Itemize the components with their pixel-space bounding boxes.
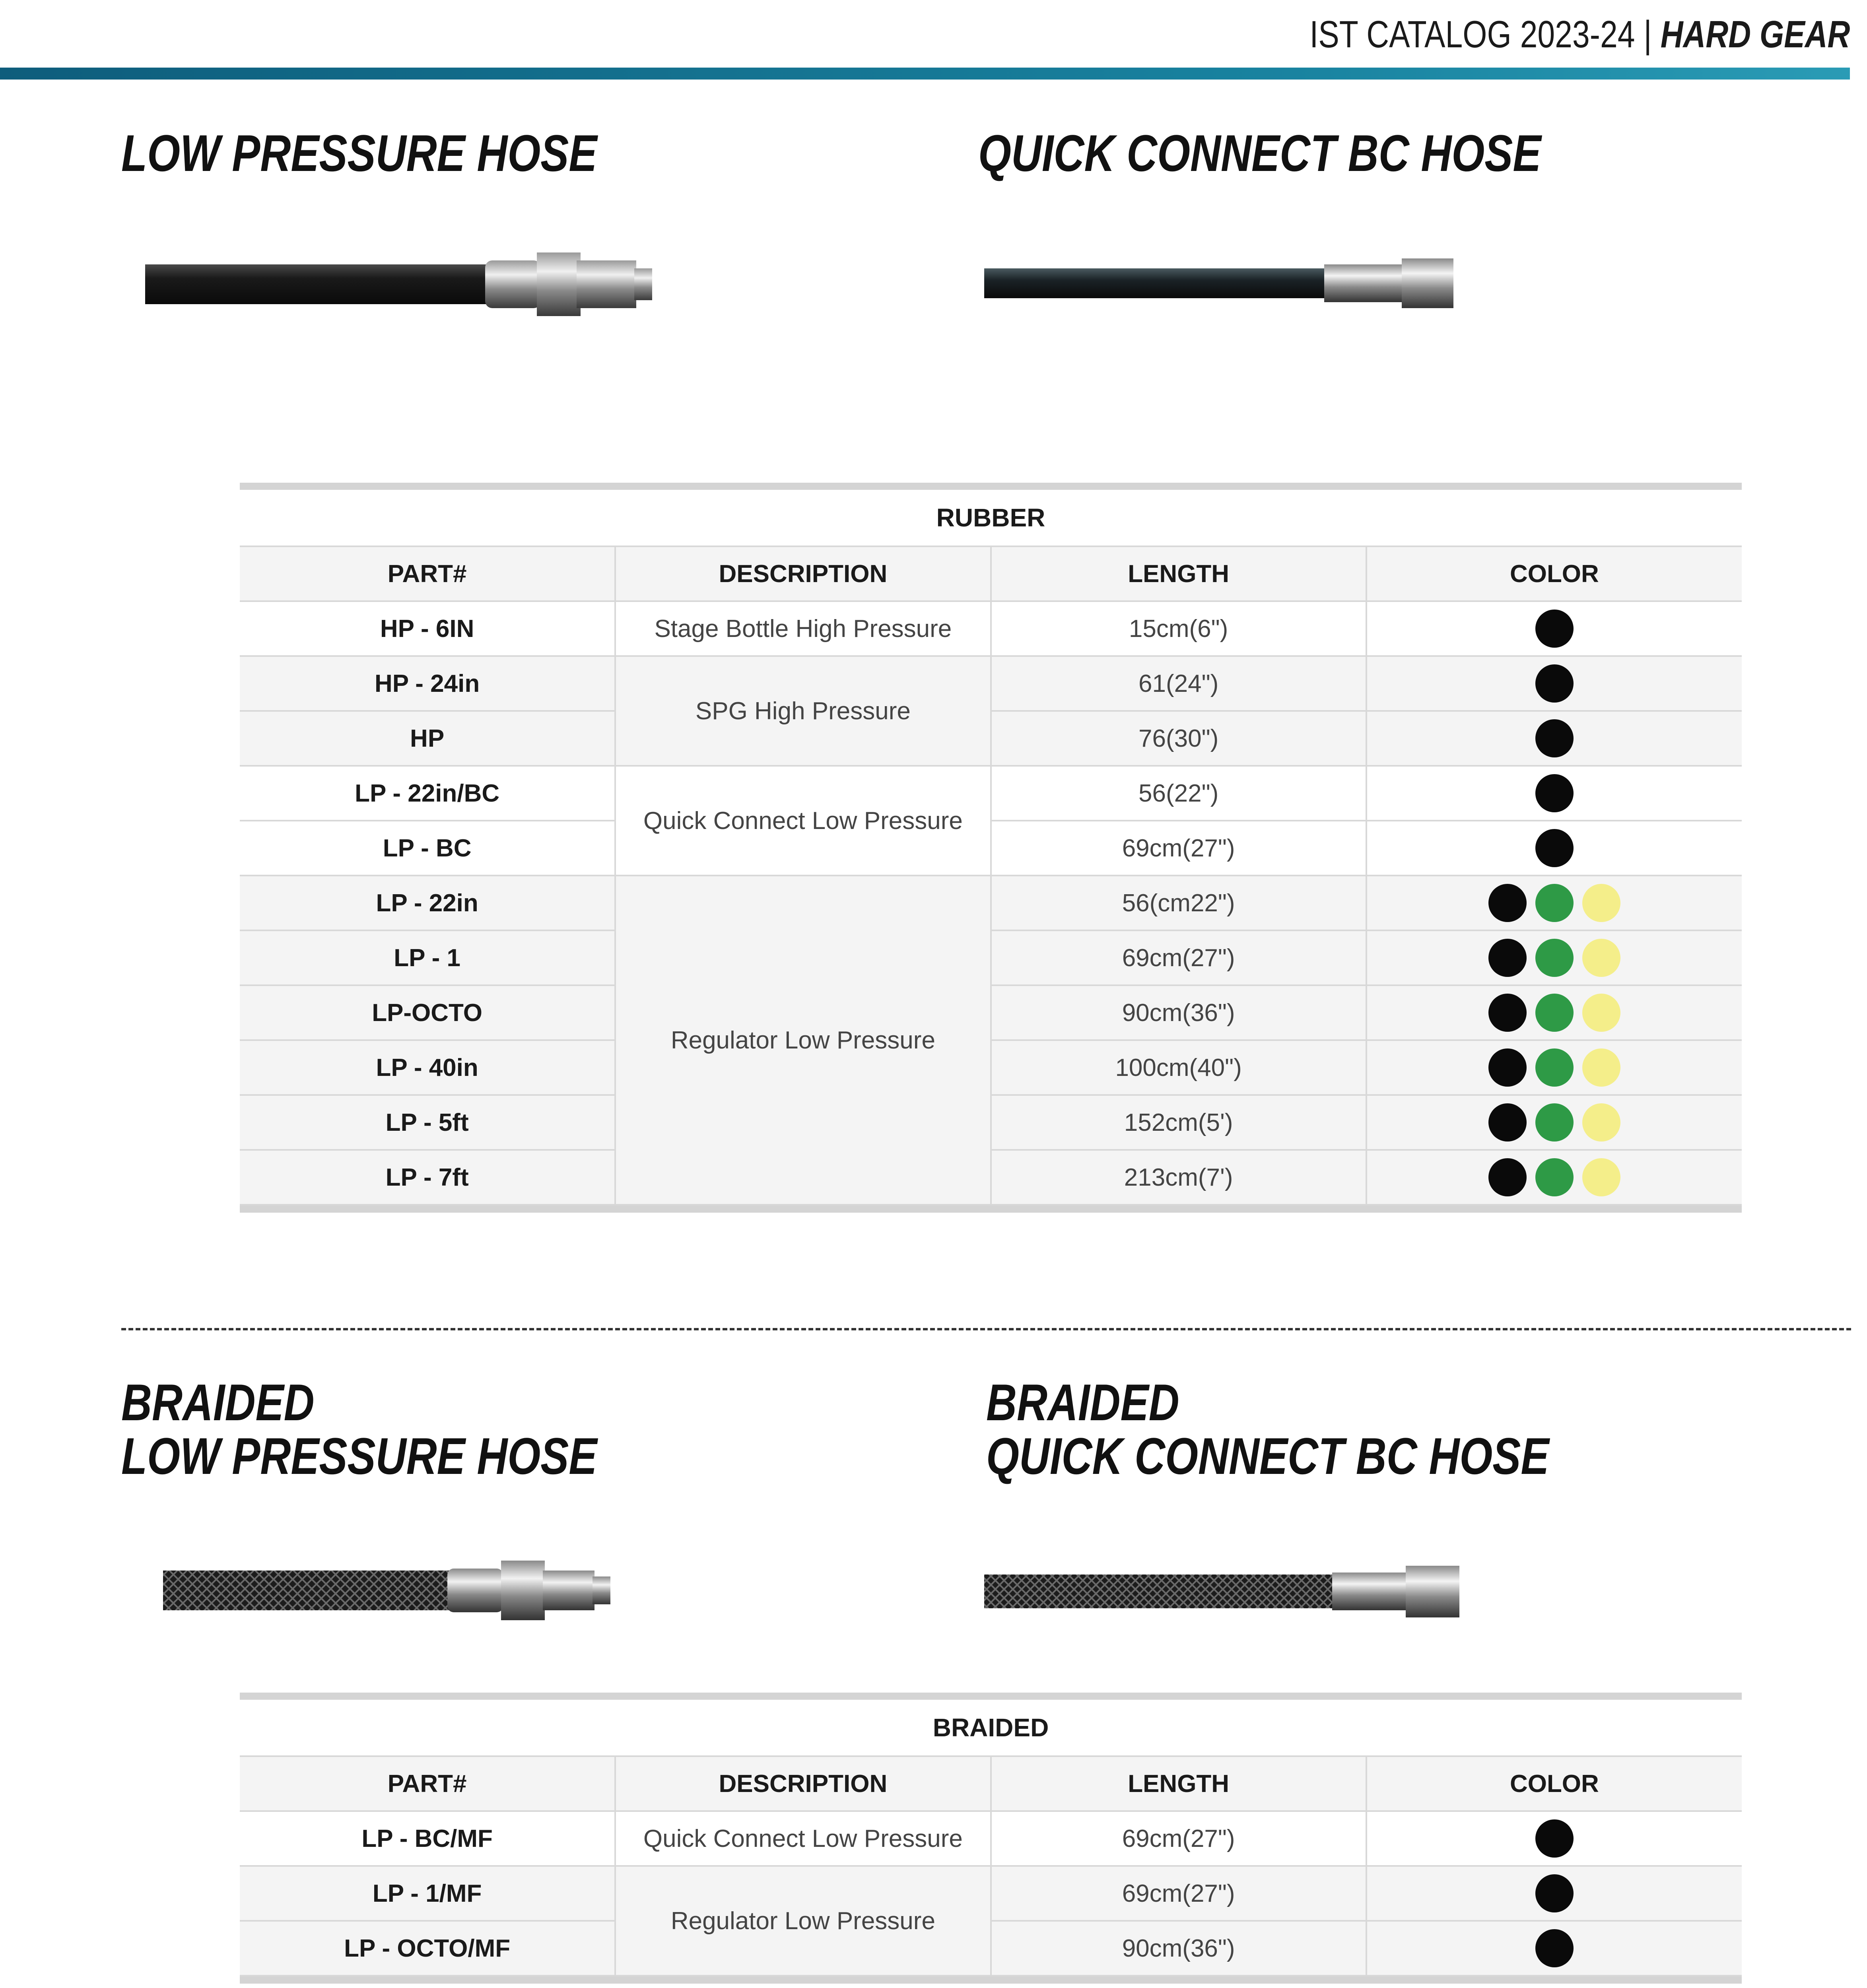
color-swatches xyxy=(1367,774,1742,812)
part-cell: LP - 40in xyxy=(240,1040,615,1095)
color-swatch-black xyxy=(1535,664,1574,703)
color-swatch-yellow xyxy=(1582,1158,1620,1196)
color-swatch-black xyxy=(1535,774,1574,812)
part-cell: LP - 7ft xyxy=(240,1150,615,1205)
description-cell: SPG High Pressure xyxy=(615,656,991,766)
color-swatch-black xyxy=(1535,719,1574,757)
length-cell: 90cm(36") xyxy=(991,1921,1366,1976)
table-row xyxy=(240,985,1742,1040)
color-cell xyxy=(1366,1866,1742,1921)
color-swatch-green xyxy=(1535,939,1574,977)
table-row xyxy=(240,1040,1742,1095)
color-swatches xyxy=(1367,1819,1742,1858)
color-swatches xyxy=(1367,719,1742,757)
part-cell: LP - 22in xyxy=(240,876,615,930)
braided-lp-hose-title xyxy=(121,1373,597,1485)
col-header-description: DESCRIPTION xyxy=(615,546,991,601)
lp-hose-title: LOW PRESSURE HOSE xyxy=(121,124,597,182)
rubber-table xyxy=(240,483,1742,1213)
braided-qc-title-line1: BRAIDED xyxy=(986,1373,1179,1431)
length-cell: 213cm(7') xyxy=(991,1150,1366,1205)
color-swatch-black xyxy=(1535,1874,1574,1912)
color-swatch-green xyxy=(1535,884,1574,922)
color-cell xyxy=(1366,1811,1742,1866)
catalog-header xyxy=(1309,9,1850,60)
col-header-length: LENGTH xyxy=(991,546,1366,601)
part-cell: LP-OCTO xyxy=(240,985,615,1040)
braided-qc-hose-image xyxy=(982,1559,1467,1626)
qc-hose-image xyxy=(982,250,1459,318)
color-swatch-black xyxy=(1488,1158,1527,1196)
color-swatch-green xyxy=(1535,1158,1574,1196)
part-cell: LP - OCTO/MF xyxy=(240,1921,615,1976)
color-swatches xyxy=(1367,829,1742,867)
color-swatch-black xyxy=(1535,829,1574,867)
col-header-color: COLOR xyxy=(1366,1756,1742,1811)
col-header-color: COLOR xyxy=(1366,546,1742,601)
braided-qc-hose-title xyxy=(986,1373,1549,1485)
braided-grid xyxy=(240,1755,1742,1976)
part-cell: HP - 6IN xyxy=(240,601,615,656)
part-cell: LP - 5ft xyxy=(240,1095,615,1150)
length-cell: 69cm(27") xyxy=(991,1866,1366,1921)
qc-hose-title: QUICK CONNECT BC HOSE xyxy=(978,124,1541,182)
table-row xyxy=(240,821,1742,876)
rubber-grid xyxy=(240,546,1742,1206)
braided-qc-title-line2: QUICK CONNECT BC HOSE xyxy=(986,1427,1549,1485)
braided-lp-title-line2: LOW PRESSURE HOSE xyxy=(121,1427,597,1485)
color-cell xyxy=(1366,656,1742,711)
color-swatches xyxy=(1367,1103,1742,1142)
length-cell: 69cm(27") xyxy=(991,821,1366,876)
color-swatches xyxy=(1367,1048,1742,1087)
col-header-part: PART# xyxy=(240,1756,615,1811)
length-cell: 76(30") xyxy=(991,711,1366,766)
color-swatch-green xyxy=(1535,994,1574,1032)
length-cell: 90cm(36") xyxy=(991,985,1366,1040)
part-cell: HP xyxy=(240,711,615,766)
color-cell xyxy=(1366,1921,1742,1976)
table-row xyxy=(240,766,1742,821)
color-cell xyxy=(1366,1095,1742,1150)
description-cell: Quick Connect Low Pressure xyxy=(615,766,991,876)
header-row xyxy=(240,546,1742,601)
color-cell xyxy=(1366,711,1742,766)
table-row xyxy=(240,601,1742,656)
color-swatch-black xyxy=(1488,1048,1527,1087)
table-row xyxy=(240,711,1742,766)
color-swatch-yellow xyxy=(1582,994,1620,1032)
color-swatch-yellow xyxy=(1582,884,1620,922)
braided-table xyxy=(240,1693,1742,1984)
length-cell: 61(24") xyxy=(991,656,1366,711)
lp-hose-image xyxy=(143,239,656,330)
table-bottom-rule xyxy=(240,1206,1742,1213)
color-swatch-yellow xyxy=(1582,1103,1620,1142)
color-swatch-black xyxy=(1535,1929,1574,1967)
color-swatches xyxy=(1367,884,1742,922)
color-cell xyxy=(1366,766,1742,821)
table-row xyxy=(240,1921,1742,1976)
part-cell: LP - 1/MF xyxy=(240,1866,615,1921)
header-separator: | xyxy=(1643,13,1652,56)
length-cell: 69cm(27") xyxy=(991,1811,1366,1866)
table-row xyxy=(240,1095,1742,1150)
col-header-part: PART# xyxy=(240,546,615,601)
section-divider xyxy=(121,1328,1851,1330)
color-swatch-black xyxy=(1535,610,1574,648)
color-swatches xyxy=(1367,664,1742,703)
length-cell: 56(cm22") xyxy=(991,876,1366,930)
col-header-length: LENGTH xyxy=(991,1756,1366,1811)
color-swatches xyxy=(1367,610,1742,648)
table-top-rule xyxy=(240,1693,1742,1700)
part-cell: LP - 1 xyxy=(240,930,615,985)
color-swatch-black xyxy=(1488,1103,1527,1142)
length-cell: 69cm(27") xyxy=(991,930,1366,985)
table-row xyxy=(240,1866,1742,1921)
col-header-description: DESCRIPTION xyxy=(615,1756,991,1811)
part-cell: LP - BC/MF xyxy=(240,1811,615,1866)
description-cell: Quick Connect Low Pressure xyxy=(615,1811,991,1866)
color-swatch-yellow xyxy=(1582,1048,1620,1087)
braided-lp-hose-image xyxy=(159,1551,616,1630)
part-cell: LP - BC xyxy=(240,821,615,876)
part-cell: LP - 22in/BC xyxy=(240,766,615,821)
color-swatches xyxy=(1367,1874,1742,1912)
color-swatches xyxy=(1367,1929,1742,1967)
description-cell: Regulator Low Pressure xyxy=(615,1866,991,1976)
color-cell xyxy=(1366,985,1742,1040)
header-row xyxy=(240,1756,1742,1811)
catalog-title: IST CATALOG 2023-24 xyxy=(1309,13,1635,56)
color-cell xyxy=(1366,821,1742,876)
braided-caption: BRAIDED xyxy=(933,1713,1049,1742)
color-swatch-black xyxy=(1488,994,1527,1032)
color-cell xyxy=(1366,1150,1742,1205)
color-swatches xyxy=(1367,939,1742,977)
length-cell: 100cm(40") xyxy=(991,1040,1366,1095)
color-cell xyxy=(1366,601,1742,656)
color-cell xyxy=(1366,930,1742,985)
table-bottom-rule xyxy=(240,1976,1742,1984)
color-cell xyxy=(1366,1040,1742,1095)
color-swatch-yellow xyxy=(1582,939,1620,977)
table-top-rule xyxy=(240,483,1742,490)
color-swatch-green xyxy=(1535,1048,1574,1087)
table-row xyxy=(240,1811,1742,1866)
length-cell: 15cm(6") xyxy=(991,601,1366,656)
color-swatch-green xyxy=(1535,1103,1574,1142)
color-swatch-black xyxy=(1488,884,1527,922)
table-row xyxy=(240,876,1742,930)
length-cell: 56(22") xyxy=(991,766,1366,821)
table-row xyxy=(240,656,1742,711)
color-swatches xyxy=(1367,994,1742,1032)
length-cell: 152cm(5') xyxy=(991,1095,1366,1150)
table-row xyxy=(240,930,1742,985)
color-swatches xyxy=(1367,1158,1742,1196)
description-cell: Stage Bottle High Pressure xyxy=(615,601,991,656)
header-accent-bar xyxy=(0,68,1850,80)
braided-lp-title-line1: BRAIDED xyxy=(121,1373,315,1431)
rubber-caption: RUBBER xyxy=(936,503,1045,532)
part-cell: HP - 24in xyxy=(240,656,615,711)
color-swatch-black xyxy=(1535,1819,1574,1858)
color-cell xyxy=(1366,876,1742,930)
table-row xyxy=(240,1150,1742,1205)
color-swatch-black xyxy=(1488,939,1527,977)
header-section: HARD GEAR xyxy=(1660,13,1850,56)
description-cell: Regulator Low Pressure xyxy=(615,876,991,1205)
